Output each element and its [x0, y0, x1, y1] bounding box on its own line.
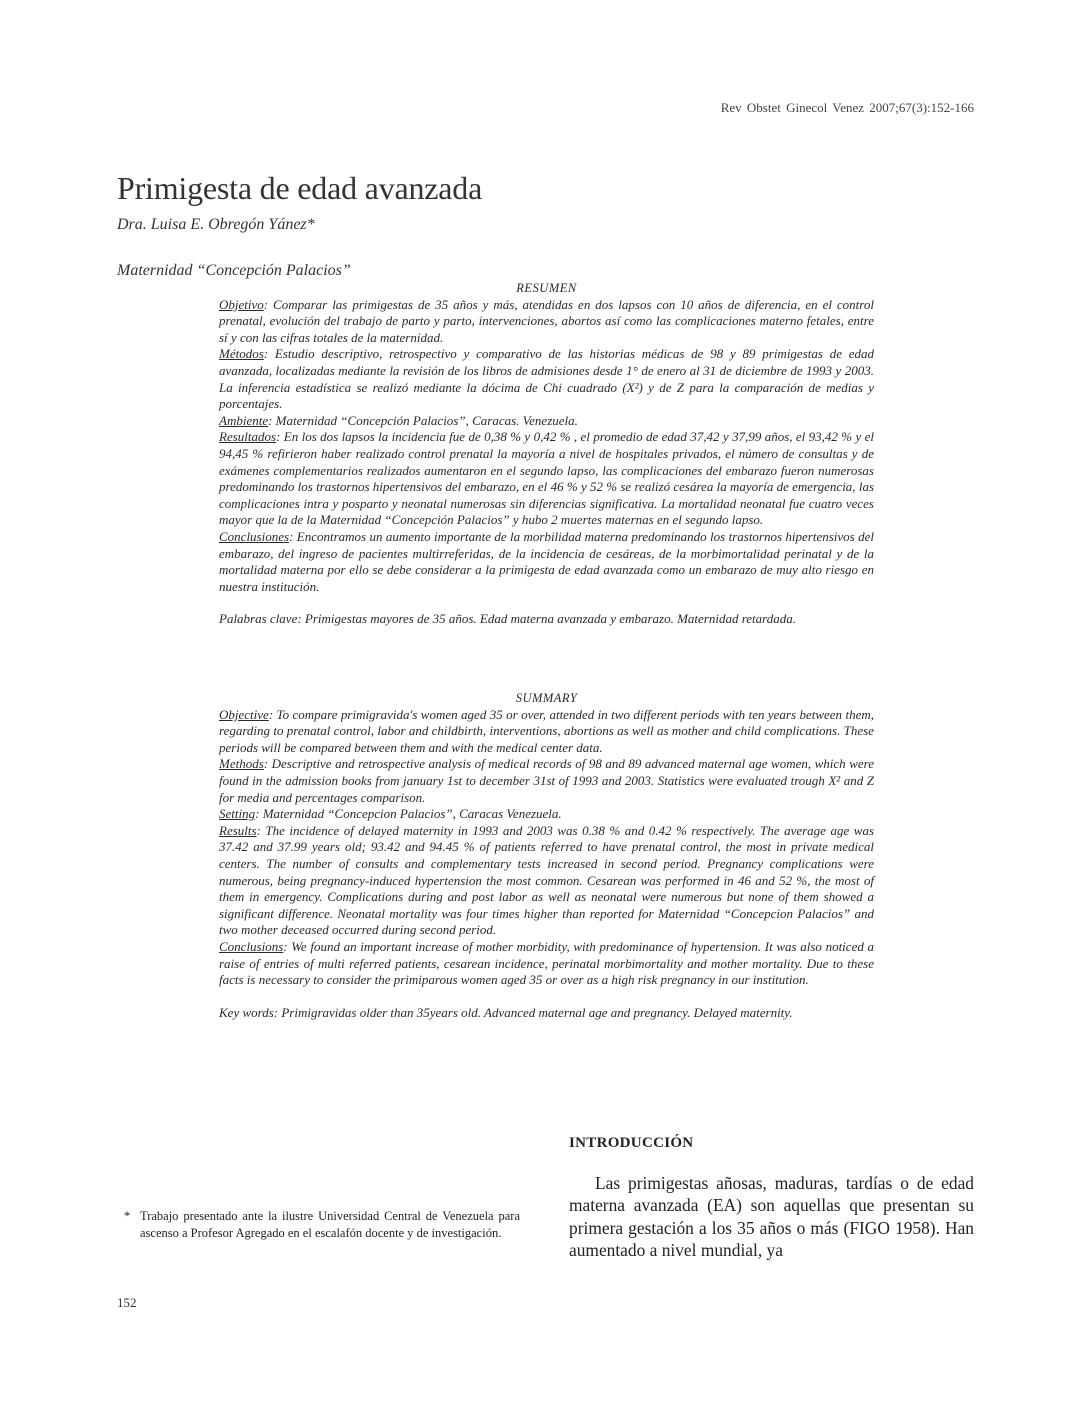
summary-objective	[219, 707, 874, 757]
summary-conclusions-text: : We found an important increase of mother morbidity, with predominance of hypertension. It was also noticed a raise of entries of multi referred patients, cesarean incidence, perinatal morbimortality and mother mortality. Due to these facts is necessary to consider the primiparous women aged 35 or over as a high risk pregnancy in our institution.	[219, 938, 874, 988]
summary-results-label: Results	[219, 822, 257, 838]
resumen-ambiente	[219, 413, 874, 430]
page-number: 152	[117, 1295, 137, 1310]
footnote-text: Trabajo presentado ante la ilustre Universidad Central de Venezuela para ascenso a Profesor Agregado en el escalafón docente y de investigación.	[140, 1209, 520, 1240]
summary-setting-label: Setting	[219, 806, 256, 822]
resumen-objetivo	[219, 297, 874, 347]
resumen-metodos-label: Métodos	[219, 346, 264, 362]
resumen-conclusiones	[219, 529, 874, 595]
resumen-resultados-label: Resultados	[219, 429, 277, 445]
summary-section	[219, 690, 874, 1021]
summary-results	[219, 823, 874, 939]
summary-methods-label: Methods	[219, 756, 264, 772]
footnote	[124, 1208, 520, 1241]
summary-methods-text: : Descriptive and retrospective analysis of medical records of 98 and 89 advanced maternal age women, which were found in the admission books from january 1st to december 31st of 1993 and 2003. Statistics were evaluated trough X² and Z for media and percentages comparison.	[219, 756, 874, 805]
resumen-heading: RESUMEN	[516, 281, 577, 295]
summary-conclusions	[219, 939, 874, 989]
summary-results-text: : The incidence of delayed maternity in 1993 and 2003 was 0.38 % and 0.42 % respectively. The average age was 37.42 and 37.99 years old; 93.42 and 94.45 % of patients referred to have prenatal control, the most in private medical centers. The number of consults and complementary tests increased in second period. Pregnancy complications were numerous, being pregnancy-induced hypertension the most common. Cesarean was performed in 46 and 52 %, the most of them in emergency. Complications during and post labor as well as neonatal were numerous but none of them showed a significant difference. Neonatal mortality was four times higher than reported for Maternidad “Concepcion Palacios” and two mother deceased occurred during second period.	[219, 822, 874, 938]
summary-objective-label: Objective	[219, 706, 269, 722]
summary-setting	[219, 806, 874, 823]
resumen-conclusiones-label: Conclusiones	[219, 528, 290, 544]
resumen-objetivo-label: Objetivo	[219, 296, 264, 312]
resumen-keywords: Palabras clave: Primigestas mayores de 35 años. Edad materna avanzada y embarazo. Maternidad retardada.	[219, 611, 796, 627]
resumen-resultados	[219, 429, 874, 529]
resumen-ambiente-label: Ambiente	[219, 412, 269, 428]
resumen-resultados-text: : En los dos lapsos la incidencia fue de 0,38 % y 0,42 % , el promedio de edad 37,42 y 37,99 años, el 93,42 % y el 94,45 % refirieron haber realizado control prenatal la mayoría a nivel de hospitales privados, el número de consultas y de exámenes complementarios realizados aumentaron en el segundo lapso, las complicaciones del embarazo fueron numerosas predominando los trastornos hipertensivos del embarazo, en el 46 % y 52 % se realizó cesárea la mayoría de emergencia, las complicaciones intra y posparto y neonatal numerosas sin diferencias significativa. La mortalidad neonatal fue cuatro veces mayor que la de la Maternidad “Concepción Palacios” y hubo 2 muertes maternas en el segundo lapso.	[219, 429, 874, 528]
summary-heading: SUMMARY	[515, 691, 578, 705]
resumen-section	[219, 280, 874, 628]
article-title: Primigesta de edad avanzada	[117, 170, 483, 206]
article-author: Dra. Luisa E. Obregón Yánez*	[117, 216, 315, 233]
summary-keywords: Key words: Primigravidas older than 35years old. Advanced maternal age and pregnancy. Delayed maternity.	[219, 1004, 793, 1020]
introduction-body: Las primigestas añosas, maduras, tardías o de edad materna avanzada (EA) son aquellas que presentan su primera gestación a los 35 años o más (FIGO 1958). Han aumentado a nivel mundial, ya	[569, 1173, 974, 1261]
introduction-heading: INTRODUCCIÓN	[569, 1135, 694, 1151]
summary-methods	[219, 756, 874, 806]
footnote-marker: *	[124, 1209, 131, 1223]
resumen-metodos-text: : Estudio descriptivo, retrospectivo y comparativo de las historias médicas de 98 y 89 primigestas de edad avanzada, localizadas mediante la revisión de los libros de admisiones desde 1° de enero al 31 de diciembre de 1993 y 2003. La inferencia estadística se realizó mediante la dócima de Chi cuadrado (X²) y de Z para la comparación de medias y porcentajes.	[219, 346, 874, 412]
summary-conclusions-label: Conclusions	[219, 938, 284, 954]
resumen-ambiente-text: : Maternidad “Concepción Palacios”, Caracas. Venezuela.	[268, 412, 578, 428]
summary-setting-text: : Maternidad “Concepcion Palacios”, Caracas Venezuela.	[255, 806, 562, 822]
resumen-conclusiones-text: : Encontramos un aumento importante de la morbilidad materna predominando los trastornos hipertensivos del embarazo, del ingreso de pacientes multirreferidas, de la incidencia de cesáreas, de la morbimortalidad perinatal y de la mortalidad materna por ello se debe considerar a la primigesta de edad avanzada como un embarazo de muy alto riesgo en nuestra institución.	[219, 528, 874, 594]
summary-objective-text: : To compare primigravida's women aged 35 or over, attended in two different periods with ten years between them, regarding to prenatal control, labor and childbirth, interventions, abortions as well as mother and child complications. These periods will be compared between them and with the medical center data.	[219, 706, 874, 755]
resumen-metodos	[219, 346, 874, 412]
resumen-objetivo-text: : Comparar las primigestas de 35 años y más, atendidas en dos lapsos con 10 años de diferencia, en el control prenatal, evolución del trabajo de parto y parto, intervenciones, abortos así como las complicaciones materno fetales, entre sí y con las cifras totales de la maternidad.	[219, 296, 874, 345]
journal-reference: Rev Obstet Ginecol Venez 2007;67(3):152-166	[720, 100, 974, 115]
article-affiliation: Maternidad “Concepción Palacios”	[117, 262, 351, 279]
